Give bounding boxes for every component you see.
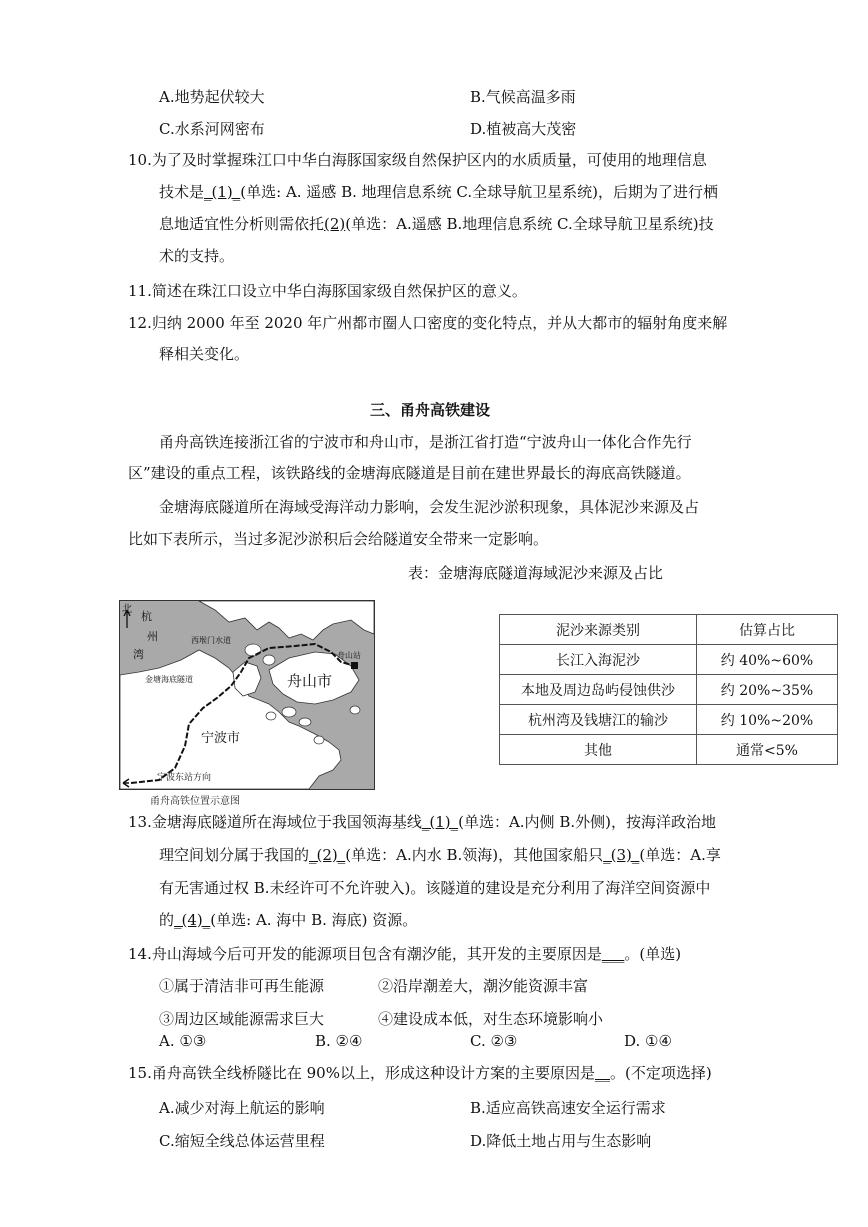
ningbo-east-label: 宁波东站方向 (157, 773, 212, 783)
table-cell-source: 其他 (500, 735, 697, 765)
q11: 11.简述在珠江口设立中华白海豚国家级自然保护区的意义。 (128, 282, 527, 300)
q13-blank3: _(3)_ (603, 846, 640, 864)
q15-option-a: A.减少对海上航运的影响 (159, 1099, 325, 1117)
q13-line4-post: (单选: A. 海中 B. 海底) 资源。 (210, 911, 418, 929)
q13-blank1: _(1)_ (421, 813, 459, 831)
island-small-7 (314, 736, 324, 744)
hangzhou-bay-label-2: 州 (147, 630, 158, 643)
zhoushan-city-label: 舟山市 (287, 672, 333, 690)
ningbo-city-label: 宁波市 (201, 731, 241, 746)
q15-option-c: C.缩短全线总体运营里程 (159, 1132, 325, 1150)
q13-blank2: _(2)_ (309, 846, 346, 864)
q13-line3: 有无害通过权 B.未经许可不允许驶入)。该隧道的建设是充分利用了海洋空间资源中 (159, 879, 711, 897)
island-small-3 (282, 707, 296, 717)
q13-line1 (128, 812, 716, 832)
q9-option-a: A.地势起伏较大 (159, 88, 265, 106)
q15-option-d: D.降低土地占用与生态影响 (470, 1132, 652, 1150)
q15-stem (128, 1063, 712, 1083)
q12-line1: 12.归纳 2000 年至 2020 年广州都市圈人口密度的变化特点，并从大都市的辐射角度来解 (128, 314, 728, 332)
table-cell-source: 杭州湾及钱塘江的输沙 (500, 705, 697, 735)
q14-blank: ___ (601, 945, 625, 963)
table-row (500, 645, 838, 675)
q9-option-c: C.水系河网密布 (159, 120, 265, 138)
q13-line4 (159, 910, 417, 930)
island-small-6 (350, 706, 360, 714)
q9-option-b: B.气候高温多雨 (470, 88, 576, 106)
q13-blank4: _(4)_ (174, 911, 211, 929)
table-cell-share: 约 20%~35% (697, 675, 838, 705)
section-title: 三、甬舟高铁建设 (370, 401, 491, 419)
section-p2-line2: 比如下表所示，当过多泥沙淤积后会给隧道安全带来一定影响。 (128, 530, 549, 548)
q15-stem-text: 15.甬舟高铁全线桥隧比在 90%以上，形成这种设计方案的主要原因是 (128, 1064, 595, 1082)
q14-option-d: D. ①④ (624, 1032, 672, 1050)
q14-statement-4: ④建设成本低，对生态环境影响小 (378, 1010, 604, 1028)
q10-line2-pre: 技术是 (159, 183, 205, 201)
table-header-row (500, 615, 838, 645)
table-row (500, 675, 838, 705)
q10-line1: 10.为了及时掌握珠江口中华白海豚国家级自然保护区内的水质质量，可使用的地理信息 (128, 151, 707, 169)
q13-line4-pre: 的 (159, 911, 175, 929)
q10-blank2: (2) (324, 215, 346, 233)
q14-statement-1: ①属于清洁非可再生能源 (159, 977, 325, 995)
table-caption: 表：金塘海底隧道海域泥沙来源及占比 (408, 564, 664, 582)
q10-line3-pre: 息地适宜性分析则需依托 (159, 215, 325, 233)
q13-line1-post: (单选：A.内侧 B.外侧)，按海洋政治地 (458, 813, 716, 831)
railway-location-map (119, 600, 375, 790)
table-cell-share: 约 10%~20% (697, 705, 838, 735)
section-p1-line2: 区”建设的重点工程，该铁路线的金塘海底隧道是目前在建世界最长的海底高铁隧道。 (128, 464, 691, 482)
table-cell-source: 本地及周边岛屿侵蚀供沙 (500, 675, 697, 705)
hangzhou-bay-label-3: 湾 (133, 648, 144, 661)
table-header-share: 估算占比 (697, 615, 838, 645)
q13-line2-post: (单选：A.享 (639, 846, 721, 864)
section-p2-line1: 金塘海底隧道所在海域受海洋动力影响，会发生泥沙淤积现象，具体泥沙来源及占 (159, 498, 700, 516)
q14-option-b: B. ②④ (315, 1032, 363, 1050)
q15-stem-end: 。(不定项选择) (609, 1064, 712, 1082)
island-small-5 (266, 712, 276, 720)
q10-blank1: _(1)_ (204, 183, 241, 201)
island-small-4 (299, 718, 311, 726)
zhoushan-station-marker (351, 662, 358, 669)
q10-line2-post: (单选: A. 遥感 B. 地理信息系统 C.全球导航卫星系统)，后期为了进行栖 (240, 183, 718, 201)
q14-statement-3: ③周边区域能源需求巨大 (159, 1010, 325, 1028)
island-small-2 (263, 655, 275, 665)
sediment-table (499, 614, 838, 765)
q14-stem (128, 944, 681, 964)
table-row (500, 705, 838, 735)
q10-line3-post: (单选：A.遥感 B.地理信息系统 C.全球导航卫星系统)技 (345, 215, 714, 233)
q13-line1-pre: 13.金塘海底隧道所在海域位于我国领海基线 (128, 813, 422, 831)
table-cell-share: 约 40%~60% (697, 645, 838, 675)
table-cell-share: 通常<5% (697, 735, 838, 765)
section-p1-line1: 甬舟高铁连接浙江省的宁波市和舟山市，是浙江省打造“宁波舟山一体化合作先行 (159, 433, 692, 451)
q13-line2 (159, 845, 721, 865)
xihoumen-label: 西堠门水道 (191, 636, 231, 645)
q14-stem-end: 。(单选) (624, 945, 682, 963)
table-header-source: 泥沙来源类别 (500, 615, 697, 645)
q9-option-d: D.植被高大茂密 (470, 120, 577, 138)
jintang-label: 金塘海底隧道 (145, 675, 193, 684)
table-cell-source: 长江入海泥沙 (500, 645, 697, 675)
map-svg (119, 600, 375, 790)
zhoushan-station-label: 舟山站 (337, 651, 361, 660)
hangzhou-bay-label-1: 杭 (141, 610, 152, 623)
map-caption: 甬舟高铁位置示意图 (150, 796, 240, 807)
q13-line2-pre: 理空间划分属于我国的 (159, 846, 310, 864)
q14-stem-text: 14.舟山海域今后可开发的能源项目包含有潮汐能，其开发的主要原因是 (128, 945, 602, 963)
q12-line2: 释相关变化。 (159, 345, 250, 363)
q14-statement-2: ②沿岸潮差大，潮汐能资源丰富 (378, 977, 589, 995)
table-row (500, 735, 838, 765)
q10-line2 (159, 182, 718, 202)
q13-line2-mid: (单选：A.内水 B.领海)，其他国家船只 (345, 846, 604, 864)
q14-option-a: A. ①③ (159, 1032, 207, 1050)
q15-blank: __ (594, 1064, 610, 1082)
q10-line3 (159, 214, 714, 234)
north-label: 北 (122, 604, 132, 615)
q14-option-c: C. ②③ (470, 1032, 518, 1050)
q10-line4: 术的支持。 (159, 247, 235, 265)
q15-option-b: B.适应高铁高速安全运行需求 (470, 1099, 666, 1117)
